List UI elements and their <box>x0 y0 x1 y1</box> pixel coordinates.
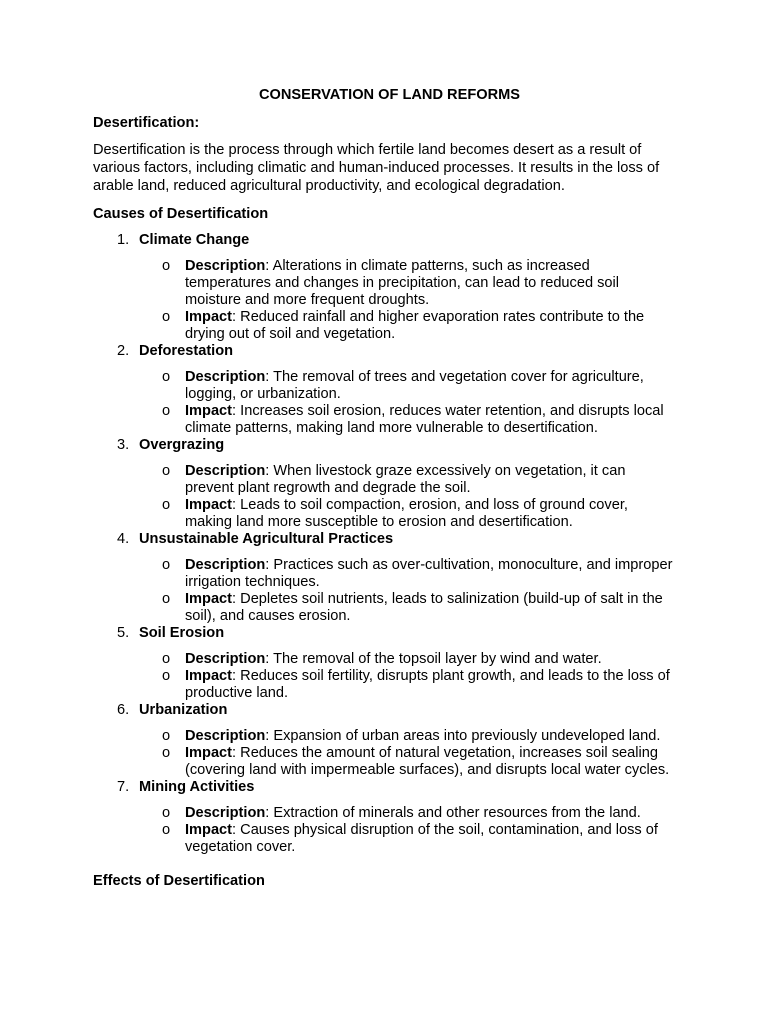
bullet-icon: o <box>162 403 171 419</box>
description-label: Description <box>185 651 266 667</box>
bullet-icon: o <box>162 557 171 573</box>
cause-item <box>93 437 678 531</box>
cause-number: 5. <box>117 625 130 641</box>
bullet-icon: o <box>162 728 171 744</box>
cause-points <box>139 369 678 437</box>
impact-label: Impact <box>185 497 233 513</box>
cause-item <box>93 625 678 702</box>
bullet-icon: o <box>162 463 171 479</box>
bullet-icon: o <box>162 822 171 838</box>
description-label: Description <box>185 805 266 821</box>
impact-label: Impact <box>185 591 233 607</box>
cause-points <box>139 258 678 343</box>
description-text: : Extraction of minerals and other resources from the land. <box>265 805 641 821</box>
description-label: Description <box>185 557 266 573</box>
description-point <box>139 805 678 822</box>
impact-label: Impact <box>185 403 233 419</box>
cause-points <box>139 728 678 779</box>
description-label: Description <box>185 463 266 479</box>
cause-points <box>139 651 678 702</box>
description-text: : The removal of trees and vegetation cover for agriculture, logging, or urbanization. <box>185 369 644 402</box>
description-point <box>139 463 678 497</box>
bullet-icon: o <box>162 369 171 385</box>
intro-heading: Desertification: <box>93 115 200 131</box>
description-text: : Alterations in climate patterns, such as increased temperatures and changes in precipitation, can lead to reduced soil moisture and more frequent droughts. <box>185 258 620 308</box>
bullet-icon: o <box>162 258 171 274</box>
description-text: : The removal of the topsoil layer by wind and water. <box>265 651 602 667</box>
cause-title: Overgrazing <box>139 437 225 453</box>
intro-paragraph: Desertification is the process through which fertile land becomes desert as a result of various factors, including climatic and human-induced processes. It results in the loss of arable land, reduced agricultural productivity, and ecological degradation. <box>93 142 660 194</box>
description-point <box>139 728 678 745</box>
cause-title: Mining Activities <box>139 779 255 795</box>
impact-text: : Reduces soil fertility, disrupts plant growth, and leads to the loss of productive land. <box>185 668 670 701</box>
description-label: Description <box>185 258 266 274</box>
impact-text: : Reduced rainfall and higher evaporation rates contribute to the drying out of soil and vegetation. <box>185 309 645 342</box>
bullet-icon: o <box>162 591 171 607</box>
cause-number: 2. <box>117 343 130 359</box>
cause-item <box>93 779 678 856</box>
cause-points <box>139 557 678 625</box>
impact-point <box>139 745 678 779</box>
effects-heading: Effects of Desertification <box>93 873 265 889</box>
cause-title: Urbanization <box>139 702 228 718</box>
impact-label: Impact <box>185 745 233 761</box>
cause-number: 3. <box>117 437 130 453</box>
cause-title: Unsustainable Agricultural Practices <box>139 531 394 547</box>
impact-label: Impact <box>185 668 233 684</box>
bullet-icon: o <box>162 309 171 325</box>
bullet-icon: o <box>162 497 171 513</box>
cause-number: 1. <box>117 232 130 248</box>
description-text: : Practices such as over-cultivation, monoculture, and improper irrigation techniques. <box>185 557 673 590</box>
description-text: : Expansion of urban areas into previously undeveloped land. <box>265 728 661 744</box>
description-label: Description <box>185 369 266 385</box>
cause-points <box>139 805 678 856</box>
cause-number: 4. <box>117 531 130 547</box>
impact-point <box>139 591 678 625</box>
bullet-icon: o <box>162 745 171 761</box>
impact-point <box>139 822 678 856</box>
causes-heading: Causes of Desertification <box>93 206 269 222</box>
description-label: Description <box>185 728 266 744</box>
cause-title: Climate Change <box>139 232 250 248</box>
cause-item <box>93 232 678 343</box>
cause-item <box>93 343 678 437</box>
cause-title: Deforestation <box>139 343 234 359</box>
impact-label: Impact <box>185 309 233 325</box>
bullet-icon: o <box>162 651 171 667</box>
impact-point <box>139 497 678 531</box>
description-point <box>139 258 678 309</box>
cause-item <box>93 702 678 779</box>
causes-list <box>93 232 678 856</box>
impact-text: : Increases soil erosion, reduces water retention, and disrupts local climate patterns, making land more vulnerable to desertification. <box>185 403 664 436</box>
bullet-icon: o <box>162 805 171 821</box>
impact-text: : Leads to soil compaction, erosion, and loss of ground cover, making land more susceptible to erosion and desertification. <box>185 497 628 530</box>
description-point <box>139 557 678 591</box>
impact-point <box>139 309 678 343</box>
description-point <box>139 651 678 668</box>
cause-number: 7. <box>117 779 130 795</box>
impact-text: : Reduces the amount of natural vegetation, increases soil sealing (covering land with impermeable surfaces), and disrupts local water cycles. <box>185 745 670 778</box>
impact-text: : Depletes soil nutrients, leads to salinization (build-up of salt in the soil), and causes erosion. <box>185 591 663 624</box>
description-text: : When livestock graze excessively on vegetation, it can prevent plant regrowth and degrade the soil. <box>185 463 626 496</box>
cause-number: 6. <box>117 702 130 718</box>
cause-points <box>139 463 678 531</box>
document-title: CONSERVATION OF LAND REFORMS <box>258 87 521 103</box>
cause-title: Soil Erosion <box>139 625 225 641</box>
impact-text: : Causes physical disruption of the soil, contamination, and loss of vegetation cover. <box>185 822 658 855</box>
bullet-icon: o <box>162 668 171 684</box>
description-point <box>139 369 678 403</box>
impact-label: Impact <box>185 822 233 838</box>
impact-point <box>139 403 678 437</box>
cause-item <box>93 531 678 625</box>
impact-point <box>139 668 678 702</box>
